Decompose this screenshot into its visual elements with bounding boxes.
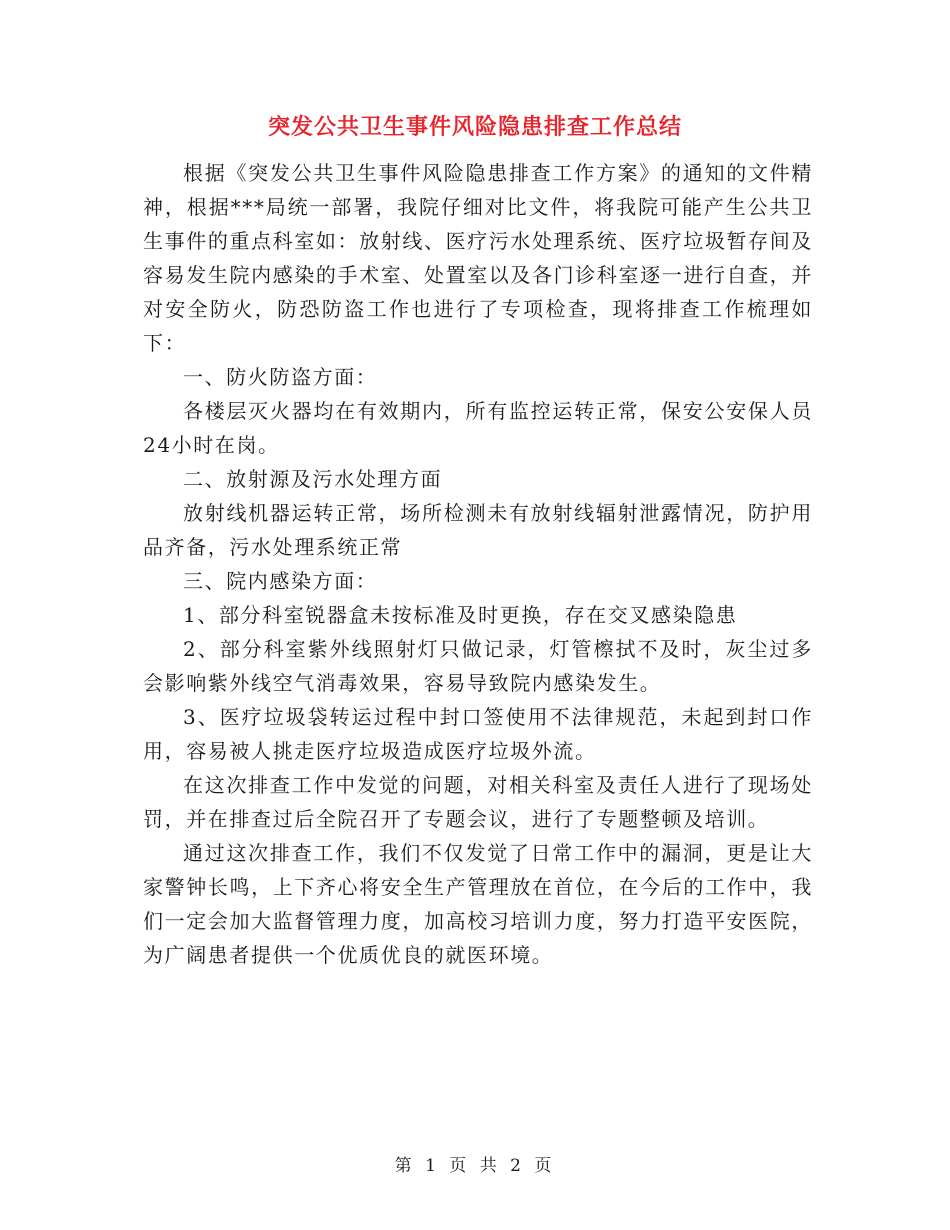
paragraph-conclusion: 通过这次排查工作，我们不仅发觉了日常工作中的漏洞，更是让大家警钟长鸣，上下齐心将安全生产管理放在首位，在今后的工作中，我们一定会加大监督管理力度，加高校习培训力度，努力打造平安医院，为广阔患者提供一个优质优良的就医环境。 xyxy=(143,841,813,967)
page-number-footer: 第 1 页 共 2 页 xyxy=(394,1156,556,1176)
document-title: 突发公共卫生事件风险隐患排查工作总结 xyxy=(267,114,682,140)
list-item-2: 2、部分科室紫外线照射灯只做记录，灯管檫拭不及时，灰尘过多会影响紫外线空气消毒效果，容易导致院内感染发生。 xyxy=(143,637,813,695)
section-heading-infection: 三、院内感染方面： xyxy=(183,569,378,593)
paragraph-intro: 根据《突发公共卫生事件风险隐患排查工作方案》的通知的文件精神，根据***局统一部署，我院仔细对比文件，将我院可能产生公共卫生事件的重点科室如：放射线、医疗污水处理系统、医疗垃圾暂存间及容易发生院内感染的手术室、处置室以及各门诊科室逐一进行自查，并对安全防火，防恐防盗工作也进行了专项检查，现将排查工作梳理如下： xyxy=(143,161,813,355)
section-heading-radiation: 二、放射源及污水处理方面 xyxy=(183,467,443,491)
list-item-3: 3、医疗垃圾袋转运过程中封口签使用不法律规范，未起到封口作用，容易被人挑走医疗垃圾造成医疗垃圾外流。 xyxy=(143,705,813,763)
paragraph-fire: 各楼层灭火器均在有效期内，所有监控运转正常，保安公安保人员24小时在岗。 xyxy=(143,399,813,457)
paragraph-radiation: 放射线机器运转正常，场所检测未有放射线辐射泄露情况，防护用品齐备，污水处理系统正常 xyxy=(143,501,813,559)
document-body xyxy=(143,156,813,972)
list-item-1: 1、部分科室锐器盒未按标准及时更换，存在交叉感染隐患 xyxy=(183,603,738,627)
section-heading-fire: 一、防火防盗方面： xyxy=(183,365,378,389)
paragraph-actions: 在这次排查工作中发觉的问题，对相关科室及责任人进行了现场处罚，并在排查过后全院召开了专题会议，进行了专题整顿及培训。 xyxy=(143,773,813,831)
